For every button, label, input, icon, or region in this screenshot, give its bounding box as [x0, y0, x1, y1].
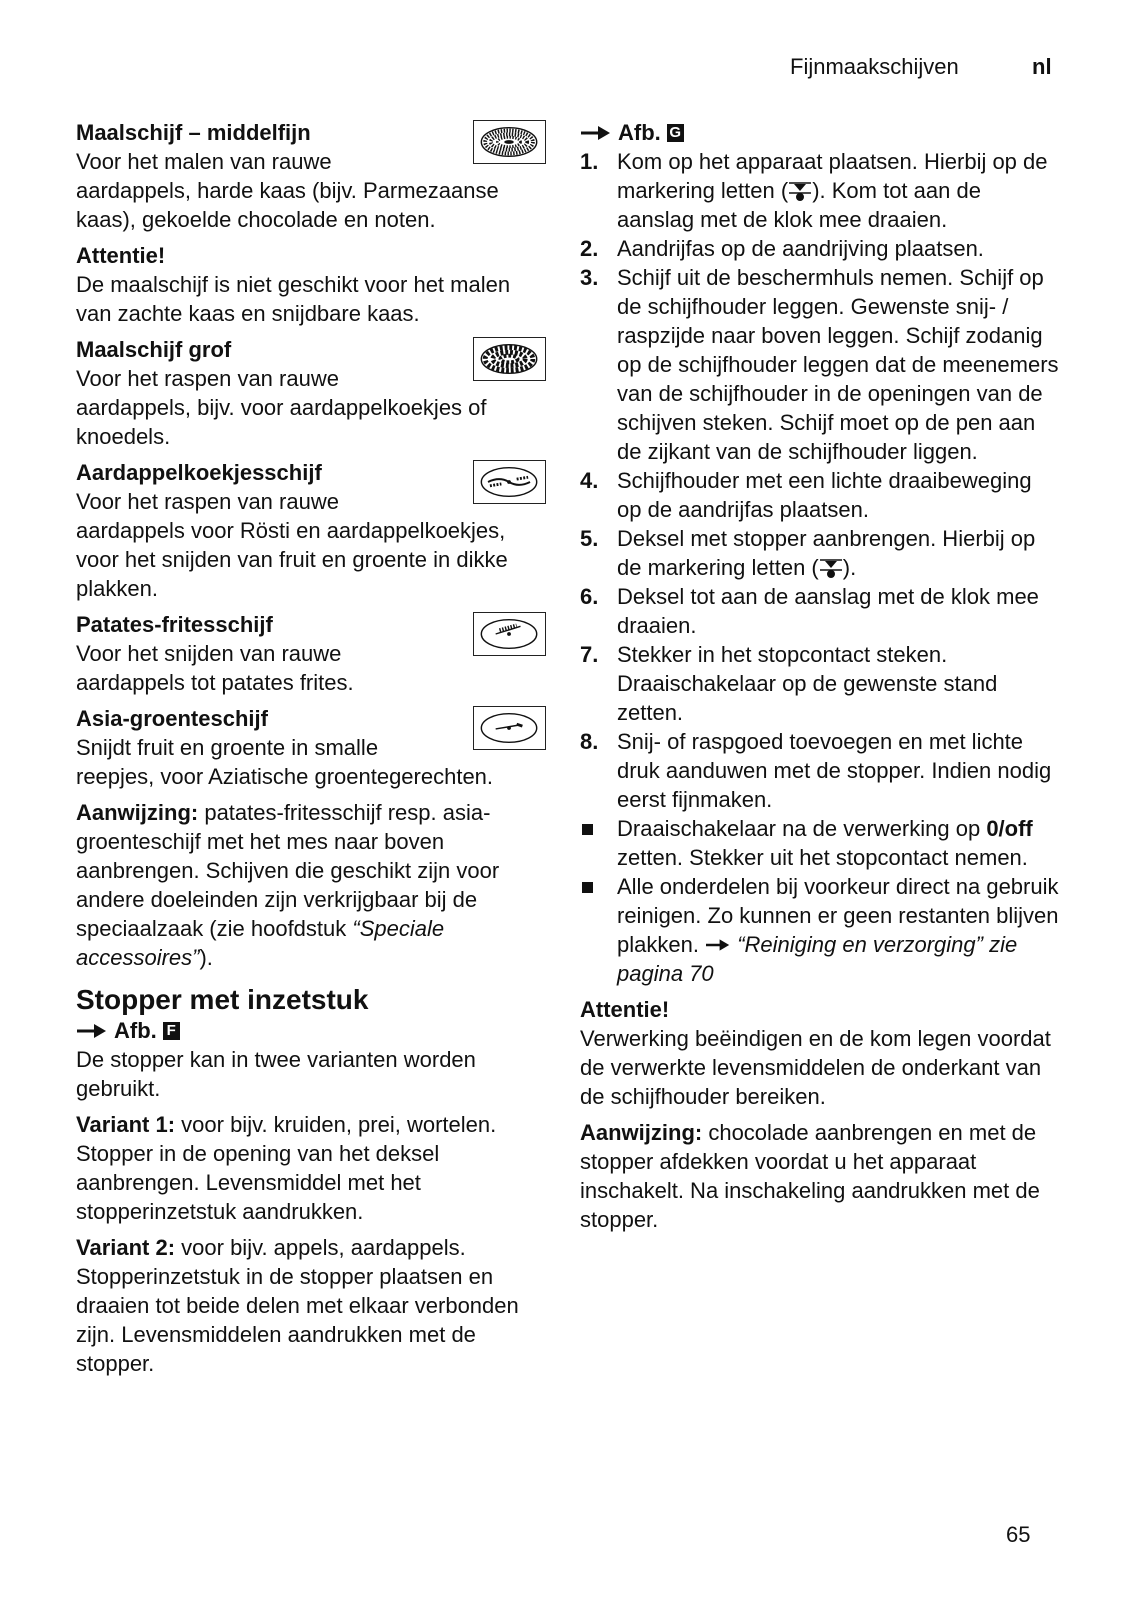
hint-paragraph-right	[580, 1118, 1060, 1234]
step-text-end: ). Kom tot aan de aanslag met de klok mee draaien.	[617, 178, 981, 232]
step-item	[580, 524, 1060, 582]
figure-reference-f	[76, 1016, 546, 1045]
bullet-item	[580, 872, 1060, 988]
attention-block-2	[580, 995, 1060, 1111]
bullet-text-end: zetten. Stekker uit het stopcontact nemen.	[617, 845, 1028, 870]
hint-end: ).	[199, 945, 213, 970]
arrow-right-icon	[705, 937, 731, 953]
step-text-end: ).	[842, 555, 857, 580]
hint-reference: “Speciale accessoires”	[76, 916, 445, 970]
right-column	[580, 118, 1060, 1234]
bullet-text: Alle onderdelen bij voorkeur direct na gebruik reinigen. Zo kunnen er geen restanten blijven plakken.	[617, 874, 1059, 957]
left-column	[76, 118, 546, 1378]
disc-rosti-icon	[473, 460, 546, 504]
arrow-right-icon	[76, 1021, 108, 1041]
variant-2-label: Variant 2:	[76, 1235, 176, 1260]
switch-position: 0/off	[986, 816, 1033, 841]
disc-asia-section	[76, 704, 546, 791]
stopper-heading: Stopper met inzetstuk	[76, 984, 369, 1015]
disc-rosti-title: Aardappelkoekjesschijf	[76, 460, 322, 485]
disc-asia-text-2: reepjes, voor Aziatische groentegerechten.	[76, 764, 494, 789]
variant-1-label: Variant 1:	[76, 1112, 176, 1137]
disc-fries-text-2: aardappels tot patates frites.	[76, 670, 354, 695]
figure-reference-g	[580, 118, 1060, 147]
variant-1-text: voor bijv. kruiden, prei, wortelen. Stopper in de opening van het deksel aanbrengen. Levensmiddel met het stopperinzetstuk aandrukken.	[76, 1112, 497, 1224]
page-header	[0, 52, 1128, 82]
disc-fries-text-1: Voor het snijden van rauwe	[76, 641, 342, 666]
disc-fine-text-1: Voor het malen van rauwe	[76, 149, 332, 174]
step-item	[580, 147, 1060, 234]
step-item	[580, 640, 1060, 727]
step-text: Stekker in het stopcontact steken. Draaischakelaar op de gewenste stand zetten.	[617, 642, 998, 725]
step-number: 8.	[580, 729, 599, 754]
disc-coarse-icon	[473, 337, 546, 381]
hint-text: chocolade aanbrengen en met de stopper afdekken voordat u het apparaat inschakelt. Na inschakeling aandrukken met de stopper.	[580, 1120, 1040, 1232]
bullet-square-icon	[582, 824, 593, 835]
step-text: Snij- of raspgoed toevoegen en met lichte druk aanduwen met de stopper. Indien nodig eerst fijnmaken.	[617, 729, 1052, 812]
step-number: 7.	[580, 642, 599, 667]
step-number: 2.	[580, 236, 599, 261]
hint-label: Aanwijzing:	[76, 800, 199, 825]
step-item	[580, 582, 1060, 640]
disc-asia-icon	[473, 706, 546, 750]
disc-fine-icon	[473, 120, 546, 164]
attention-title: Attentie!	[580, 997, 670, 1022]
section-title: Fijnmaakschijven	[790, 54, 959, 79]
step-text: Schijfhouder met een lichte draaibeweging op de aandrijfas plaatsen.	[617, 468, 1032, 522]
hint-paragraph	[76, 798, 546, 972]
step-number: 1.	[580, 149, 599, 174]
disc-fine-section	[76, 118, 546, 234]
step-text: Schijf uit de beschermhuls nemen. Schijf op de schijfhouder leggen. Gewenste snij- / raspzijde naar boven leggen. Schijf zodanig op de schijfhouder leggen dat de meenemers van de schijfhouder in de openingen van de schijven steken. Schijf moet op de pen aan de zijkant van de schijfhouder liggen.	[617, 265, 1059, 464]
disc-coarse-text-1: Voor het raspen van rauwe	[76, 366, 339, 391]
hint-label: Aanwijzing:	[580, 1120, 703, 1145]
variant-2	[76, 1233, 546, 1378]
step-number: 3.	[580, 265, 599, 290]
disc-coarse-title: Maalschijf grof	[76, 337, 232, 362]
variant-2-text: voor bijv. appels, aardappels. Stopperinzetstuk in de stopper plaatsen en draaien tot beide delen met elkaar verbonden zijn. Levensmiddelen aandrukken met de stopper.	[76, 1235, 519, 1376]
step-text: Deksel met stopper aanbrengen. Hierbij op de markering letten (	[617, 526, 1036, 580]
disc-rosti-text-1: Voor het raspen van rauwe	[76, 489, 339, 514]
disc-fine-text-2: aardappels, harde kaas (bijv. Parmezaanse kaas), gekoelde chocolade en noten.	[76, 178, 499, 232]
bullet-square-icon	[582, 882, 593, 893]
lock-marking-icon	[788, 180, 812, 202]
bullet-item	[580, 814, 1060, 872]
attention-text: De maalschijf is niet geschikt voor het malen van zachte kaas en snijdbare kaas.	[76, 272, 511, 326]
step-number: 5.	[580, 526, 599, 551]
disc-fine-title: Maalschijf – middelfijn	[76, 120, 311, 145]
disc-fries-section	[76, 610, 546, 697]
step-text: Aandrijfas op de aandrijving plaatsen.	[617, 236, 984, 261]
arrow-right-icon	[580, 123, 612, 143]
attention-title: Attentie!	[76, 243, 166, 268]
step-item	[580, 727, 1060, 814]
disc-rosti-section	[76, 458, 546, 603]
step-number: 6.	[580, 584, 599, 609]
step-item	[580, 466, 1060, 524]
cleaning-reference: “Reiniging en verzorging” zie pagina 70	[617, 932, 1018, 986]
instruction-steps	[580, 147, 1060, 988]
figure-label: Afb.	[618, 120, 661, 145]
disc-fries-icon	[473, 612, 546, 656]
disc-asia-title: Asia-groenteschijf	[76, 706, 268, 731]
bullet-text: Draaischakelaar na de verwerking op	[617, 816, 987, 841]
step-item	[580, 234, 1060, 263]
disc-coarse-section	[76, 335, 546, 451]
step-text: Deksel tot aan de aanslag met de klok mee draaien.	[617, 584, 1039, 638]
attention-text: Verwerking beëindigen en de kom legen voordat de verwerkte levensmiddelen de onderkant van de schijfhouder bereiken.	[580, 1026, 1051, 1109]
disc-asia-text-1: Snijdt fruit en groente in smalle	[76, 735, 379, 760]
page-number: 65	[1006, 1522, 1031, 1547]
language-code: nl	[1032, 54, 1052, 79]
disc-rosti-text-2: aardappels voor Rösti en aardappelkoekjes, voor het snijden van fruit en groente in dikke plakken.	[76, 518, 508, 601]
step-number: 4.	[580, 468, 599, 493]
step-text: Kom op het apparaat plaatsen. Hierbij op de markering letten (	[617, 149, 1048, 203]
stopper-intro: De stopper kan in twee varianten worden gebruikt.	[76, 1047, 476, 1101]
disc-coarse-text-2: aardappels, bijv. voor aardappelkoekjes of knoedels.	[76, 395, 487, 449]
attention-block-1	[76, 241, 546, 328]
figure-label: Afb.	[114, 1018, 157, 1043]
disc-fries-title: Patates-fritesschijf	[76, 612, 273, 637]
step-item	[580, 263, 1060, 466]
hint-text: patates-fritesschijf resp. asia-groenteschijf met het mes naar boven aanbrengen. Schijven die geschikt zijn voor andere doeleinden zijn verkrijgbaar bij de speciaalzaak (zie hoofdstuk	[76, 800, 500, 941]
variant-1	[76, 1110, 546, 1226]
figure-letter: G	[667, 124, 684, 142]
figure-letter: F	[163, 1022, 180, 1040]
lock-marking-icon	[819, 557, 843, 579]
